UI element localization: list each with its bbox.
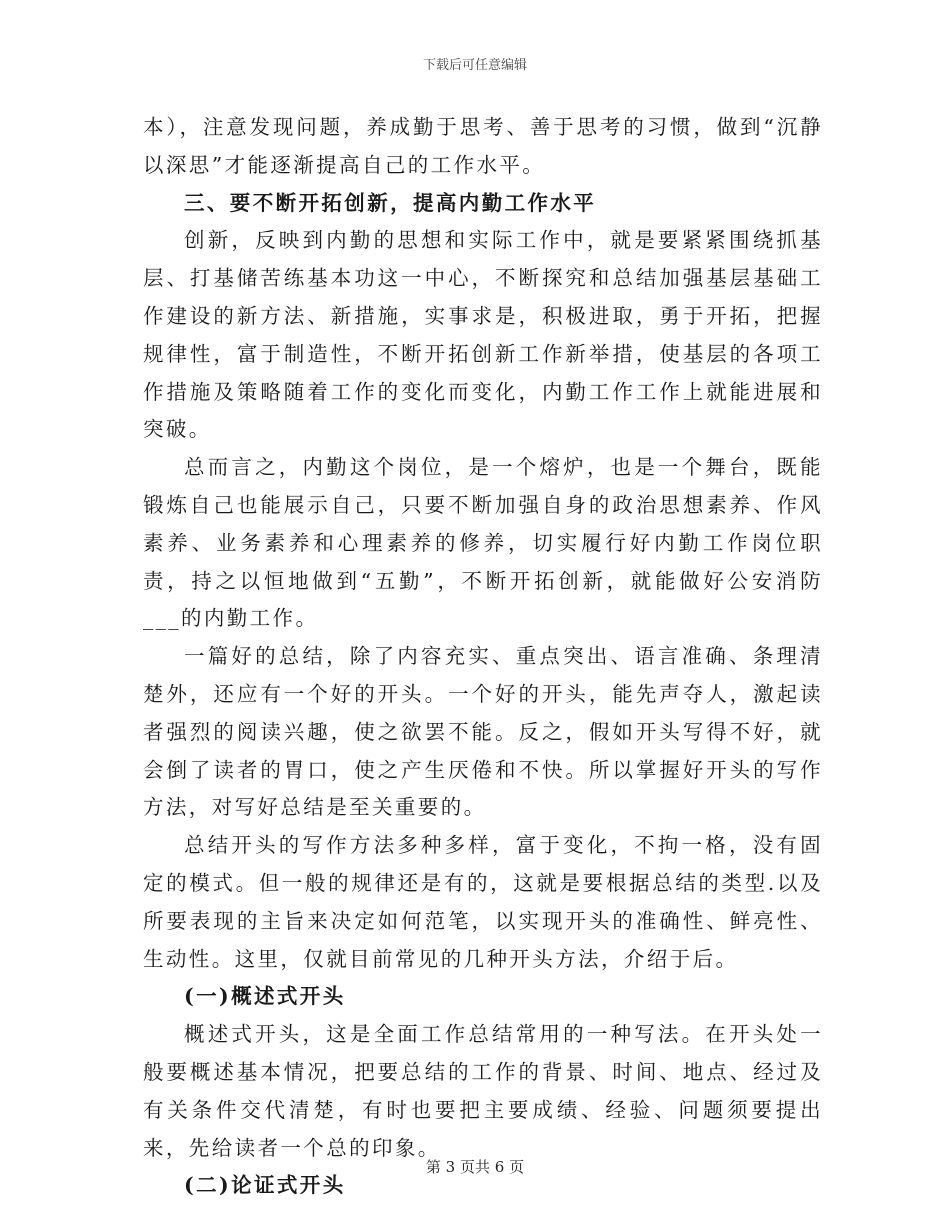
- document-body: [143, 109, 823, 1205]
- section-heading-3: 三、要不断开拓创新，提高内勤工作水平: [184, 190, 597, 215]
- paragraph-continuation: 本），注意发现问题，养成勤于思考、善于思考的习惯，做到“沉静以深思”才能逐渐提高自己的工作水平。: [143, 115, 823, 177]
- subheading-argument-opening: (二)论证式开头: [184, 1173, 346, 1198]
- page-header: 下载后可任意编辑: [422, 58, 527, 73]
- paragraph-innovation: 创新，反映到内勤的思想和实际工作中，就是要紧紧围绕抓基层、打基储苦练基本功这一中心，不断探究和总结加强基层基础工作建设的新方法、新措施，实事求是，积极进取，勇于开拓，把握规律性，富于制造性，不断开拓创新工作新举措，使基层的各项工作措施及策略随着工作的变化而变化，内勤工作工作上就能进展和突破。: [143, 228, 823, 442]
- paragraph-good-summary: 一篇好的总结，除了内容充实、重点突出、语言准确、条理清楚外，还应有一个好的开头。一个好的开头，能先声夺人，激起读者强烈的阅读兴趣，使之欲罢不能。反之，假如开头写得不好，就会倒了读者的胃口，使之产生厌倦和不快。所以掌握好开头的写作方法，对写好总结是至关重要的。: [143, 644, 823, 820]
- page-footer: 第 3 页共 6 页: [425, 1158, 525, 1176]
- paragraph-overview-opening: 概述式开头，这是全面工作总结常用的一种写法。在开头处一般要概述基本情况，把要总结的工作的背景、时间、地点、经过及有关条件交代清楚，有时也要把主要成绩、经验、问题须要提出来，先给读者一个总的印象。: [143, 1022, 823, 1160]
- subheading-overview-opening: (一)概述式开头: [184, 984, 346, 1009]
- paragraph-opening-methods: 总结开头的写作方法多种多样，富于变化，不拘一格，没有固定的模式。但一般的规律还是有的，这就是要根据总结的类型.以及所要表现的主旨来决定如何范笔，以实现开头的准确性、鲜亮性、生动性。这里，仅就目前常见的几种开头方法，介绍于后。: [143, 833, 823, 971]
- paragraph-conclusion: 总而言之，内勤这个岗位，是一个熔炉，也是一个舞台，既能锻炼自己也能展示自己，只要不断加强自身的政治思想素养、作风素养、业务素养和心理素养的修养，切实履行好内勤工作岗位职责，持之以恒地做到“五勤”，不断开拓创新，就能做好公安消防___的内勤工作。: [143, 455, 823, 631]
